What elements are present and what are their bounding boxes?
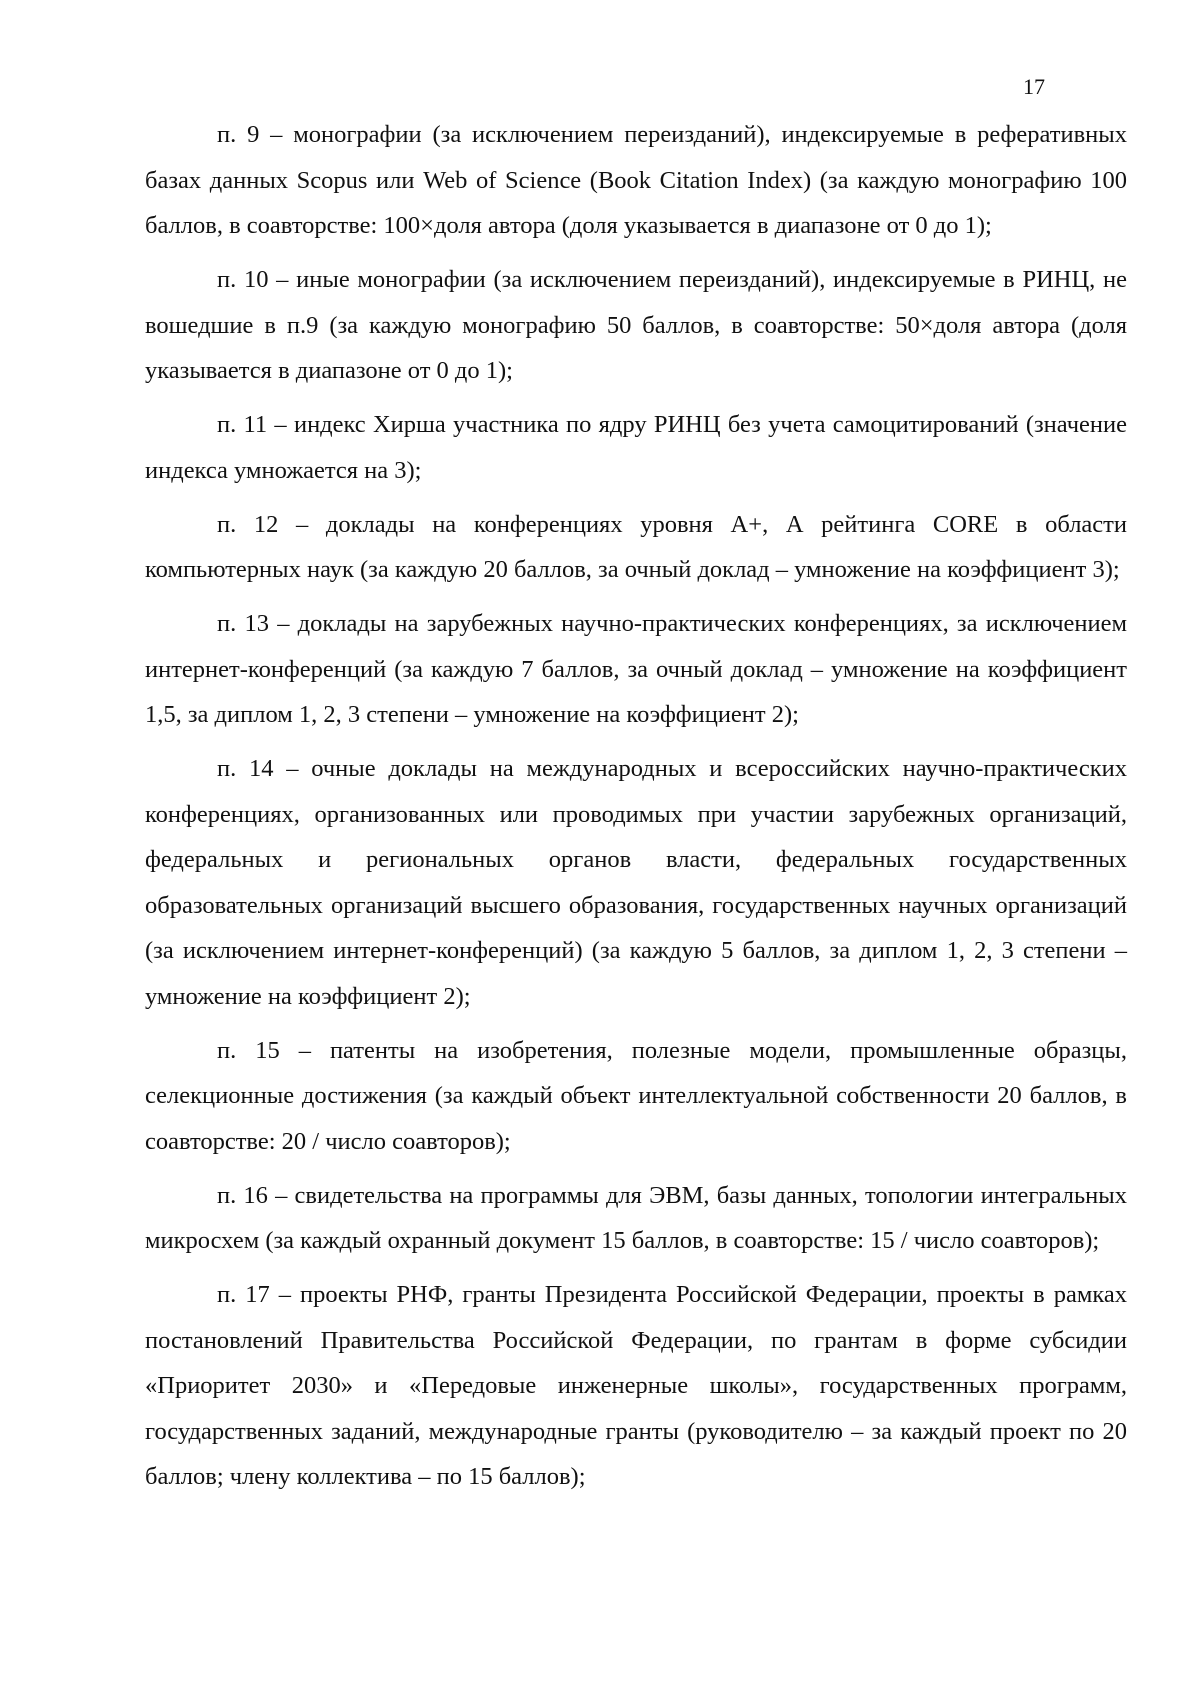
paragraph-item-16: п. 16 – свидетельства на программы для ЭВМ, базы данных, топологии интегральных микросхем (за каждый охранный документ 15 баллов, в соавторстве: 15 / число соавторов); [145,1181,1127,1254]
page-number: 17 [1023,74,1045,99]
paragraph-item-13: п. 13 – доклады на зарубежных научно-практических конференциях, за исключением интернет-конференций (за каждую 7 баллов, за очный доклад – умножение на коэффициент 1,5, за диплом 1, 2, 3 степени – умножение на коэффициент 2); [145,610,1127,728]
paragraph-item-15: п. 15 – патенты на изобретения, полезные модели, промышленные образцы, селекционные достижения (за каждый объект интеллектуальной собственности 20 баллов, в соавторстве: 20 / число соавторов); [145,1036,1127,1155]
document-body [145,112,1127,1508]
paragraph-item-12: п. 12 – доклады на конференциях уровня А+, А рейтинга CORE в области компьютерных наук (за каждую 20 баллов, за очный доклад – умножение на коэффициент 3); [145,510,1127,583]
paragraph-item-11: п. 11 – индекс Хирша участника по ядру РИНЦ без учета самоцитирований (значение индекса умножается на 3); [145,411,1127,484]
paragraph-item-17: п. 17 – проекты РНФ, гранты Президента Российской Федерации, проекты в рамках постановлений Правительства Российской Федерации, по грантам в форме субсидии «Приоритет 2030» и «Передовые инженерные школы», государственных программ, государственных заданий, международные гранты (руководителю – за каждый проект по 20 баллов; члену коллектива – по 15 баллов); [145,1281,1127,1490]
paragraph-item-10: п. 10 – иные монографии (за исключением переизданий), индексируемые в РИНЦ, не вошедшие в п.9 (за каждую монографию 50 баллов, в соавторстве: 50×доля автора (доля указывается в диапазоне от 0 до 1); [145,266,1127,384]
paragraph-item-9: п. 9 – монографии (за исключением переизданий), индексируемые в реферативных базах данных Scopus или Web of Science (Book Citation Index) (за каждую монографию 100 баллов, в соавторстве: 100×доля автора (доля указывается в диапазоне от 0 до 1); [145,121,1127,239]
paragraph-item-14: п. 14 – очные доклады на международных и всероссийских научно-практических конференциях, организованных или проводимых при участии зарубежных организаций, федеральных и региональных органов власти, федеральных государственных образовательных организаций высшего образования, государственных научных организаций (за исключением интернет-конференций) (за каждую 5 баллов, за диплом 1, 2, 3 степени – умножение на коэффициент 2); [145,755,1127,1010]
